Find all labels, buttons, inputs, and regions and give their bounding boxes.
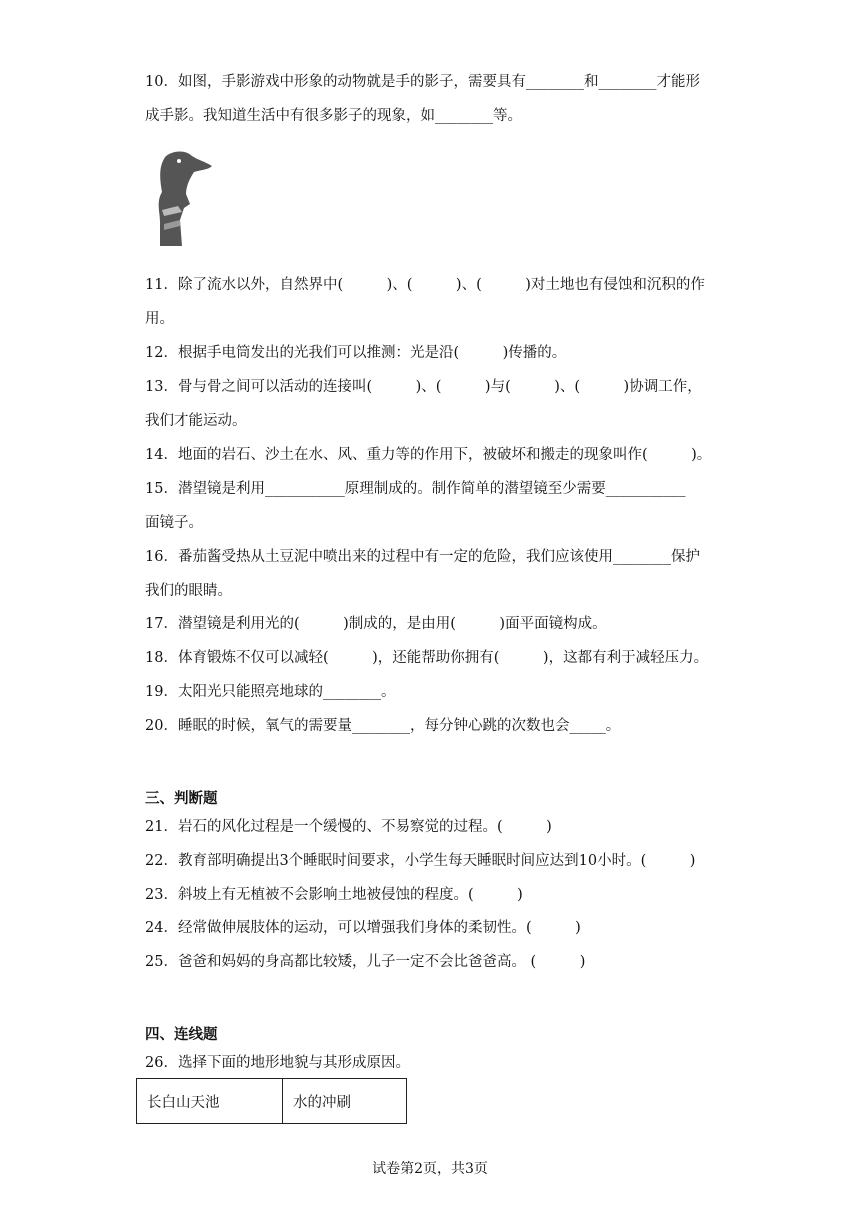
question-17: 17．潜望镜是利用光的( )制成的，是由用( )面平面镜构成。 [145, 616, 607, 632]
question-23: 23．斜坡上有无植被不会影响土地被侵蚀的程度。( ) [145, 887, 523, 903]
question-22: 22．教育部明确提出3个睡眠时间要求，小学生每天睡眠时间应达到10小时。( ) [145, 853, 696, 869]
question-24: 24．经常做伸展肢体的运动，可以增强我们身体的柔韧性。( ) [145, 920, 581, 936]
question-15-line1: 15．潜望镜是利用___________原理制成的。制作简单的潜望镜至少需要___________ [145, 481, 686, 497]
question-11-line2: 用。 [145, 311, 174, 327]
question-12: 12．根据手电筒发出的光我们可以推测：光是沿( )传播的。 [145, 345, 567, 361]
matching-heading: 四、连线题 [145, 1026, 218, 1043]
question-16-line2: 我们的眼睛。 [145, 583, 232, 599]
question-25: 25．爸爸和妈妈的身高都比较矮，儿子一定不会比爸爸高。 ( ) [145, 954, 586, 970]
page-footer: 试卷第2页，共3页 [372, 1161, 488, 1177]
question-13-line1: 13．骨与骨之间可以活动的连接叫( )、( )与( )、( )协调工作， [145, 379, 702, 395]
question-15-line2: 面镜子。 [145, 515, 203, 531]
table-row [137, 1079, 407, 1124]
table-cell-landform: 长白山天池 [137, 1079, 283, 1124]
question-11-line1: 11．除了流水以外，自然界中( )、( )、( )对土地也有侵蚀和沉积的作 [145, 277, 705, 293]
question-14: 14．地面的岩石、沙土在水、风、重力等的作用下，被破坏和搬走的现象叫作( )。 [145, 447, 712, 463]
question-10-line1: 10．如图，手影游戏中形象的动物就是手的影子，需要具有________和________才能形 [145, 74, 700, 90]
question-16-line1: 16．番茄酱受热从土豆泥中喷出来的过程中有一定的危险，我们应该使用________保护 [145, 549, 700, 565]
question-18: 18．体育锻炼不仅可以减轻( )，还能帮助你拥有( )，这都有利于减轻压力。 [145, 650, 709, 666]
hand-shadow-figure [152, 148, 214, 254]
judge-heading: 三、判断题 [145, 790, 218, 807]
question-21: 21．岩石的风化过程是一个缓慢的、不易察觉的过程。( ) [145, 819, 552, 835]
question-19: 19．太阳光只能照亮地球的________。 [145, 684, 396, 700]
matching-table [136, 1078, 407, 1124]
table-cell-cause: 水的冲刷 [283, 1079, 407, 1124]
question-10-line2: 成手影。我知道生活中有很多影子的现象，如________等。 [145, 108, 522, 124]
question-26: 26．选择下面的地形地貌与其形成原因。 [145, 1055, 410, 1071]
question-20: 20．睡眠的时候，氧气的需要量________，每分钟心跳的次数也会_____。 [145, 718, 621, 734]
question-13-line2: 我们才能运动。 [145, 413, 247, 429]
